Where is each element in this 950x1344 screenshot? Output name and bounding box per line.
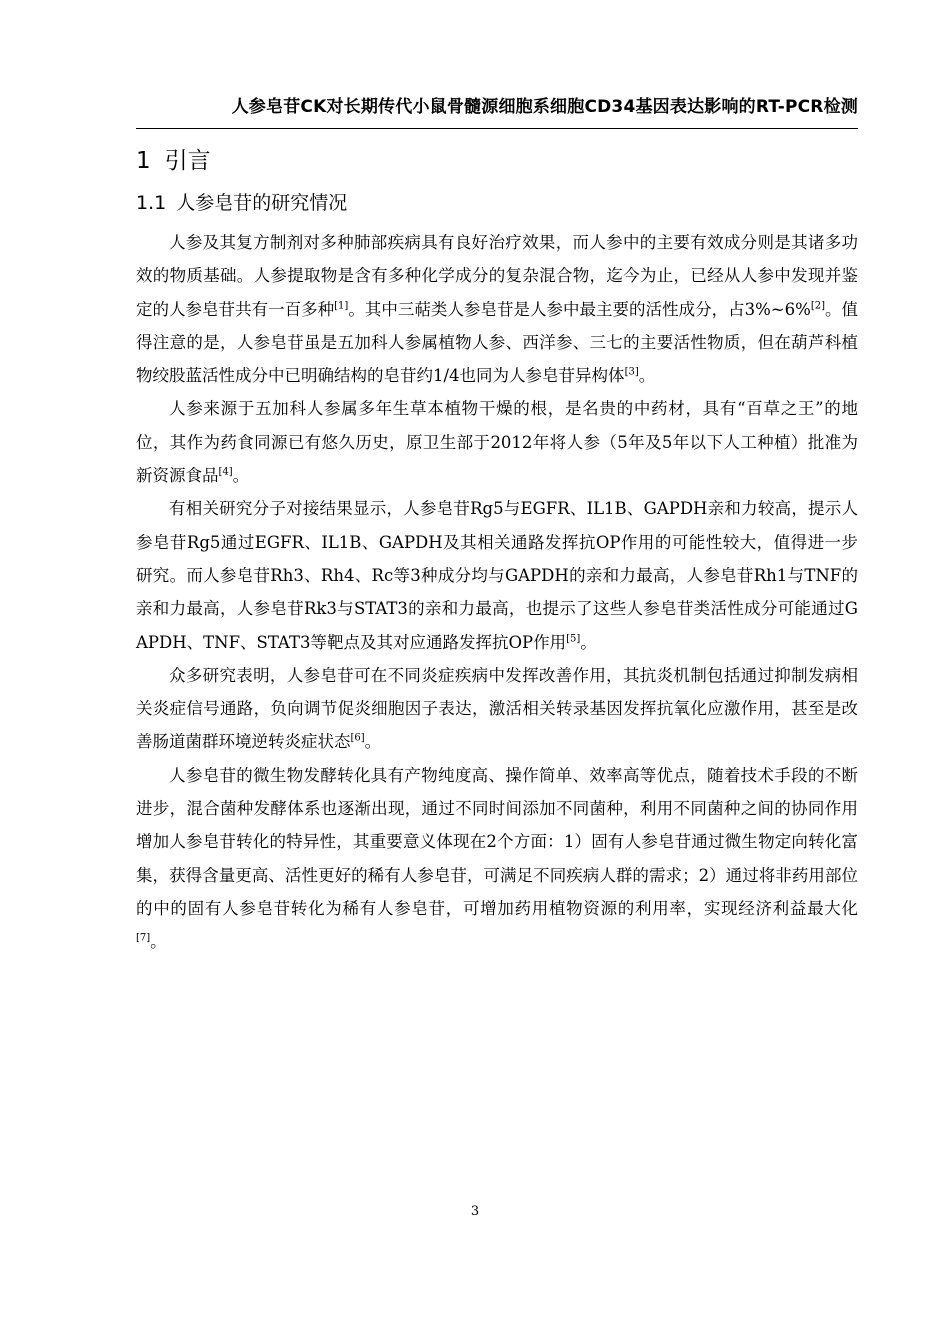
citation-ref: [7] — [136, 932, 151, 944]
paragraph-text: 人参及其复方制剂对多种肺部疾病具有良好治疗效果，而人参中的主要有效成分则是其诸多功效的物质基础。人参提取物是含有多种化学成分的复杂混合物，迄今为止，已经从人参中发现并鉴定的人参皂苷共有一百多种 — [136, 233, 858, 319]
citation-ref: [1] — [334, 300, 349, 312]
paragraph-text: 人参来源于五加科人参属多年生草本植物干燥的根，是名贵的中药材，具有“百草之王”的地位，其作为药食同源已有悠久历史，原卫生部于2012年将人参（5年及5年以下人工种植）批准为新资源食品 — [136, 399, 858, 486]
citation-ref: [3] — [624, 366, 639, 378]
subsection-title: 人参皂苷的研究情况 — [176, 192, 348, 214]
paragraph-2 — [136, 392, 858, 492]
paragraph-text: 。 — [364, 732, 382, 752]
paragraph-text: 。值得注意的是，人参皂苷虽是五加科人参属植物人参、西洋参、三七的主要活性物质，但在葫芦科植物绞股蓝活性成分中已明确结构的皂苷约1/4也同为人参皂苷异构体 — [136, 299, 859, 386]
running-header: 人参皂苷CK对长期传代小鼠骨髓源细胞系细胞CD34基因表达影响的RT-PCR检测 — [231, 97, 858, 117]
paragraph-text: 。 — [150, 932, 167, 952]
paragraph-text: 。 — [580, 632, 597, 652]
paragraph-5 — [136, 759, 858, 959]
paragraph-text: 。 — [232, 466, 250, 486]
body-text — [136, 226, 858, 959]
page-number: 3 — [470, 1204, 480, 1219]
paragraph-text: 有相关研究分子对接结果显示，人参皂苷Rg5与EGFR、IL1B、GAPDH亲和力较高，提示人参皂苷Rg5通过EGFR、IL1B、GAPDH及其相关通路发挥抗OP作用的可能性较大，值得进一步研究。而人参皂苷Rh3、Rh4、Rc等3种成分均与GAPDH的亲和力最高，人参皂苷Rh1与TNF的亲和力最高，人参皂苷Rk3与STAT3的亲和力最高，也提示了这些人参皂苷类活性成分可能通过GAPDH、TNF、STAT3等靶点及其对应通路发挥抗OP作用 — [136, 499, 858, 652]
citation-ref: [5] — [566, 633, 581, 645]
subsection-heading — [136, 188, 347, 215]
paragraph-text: 众多研究表明，人参皂苷可在不同炎症疾病中发挥改善作用，其抗炎机制包括通过抑制发病相关炎症信号通路，负向调节促炎细胞因子表达，激活相关转录基因发挥抗氧化应激作用，甚至是改善肠道菌群环境逆转炎症状态 — [136, 665, 858, 752]
paragraph-1 — [136, 226, 858, 392]
section-heading — [136, 142, 211, 175]
paragraph-3 — [136, 492, 858, 658]
citation-ref: [4] — [218, 466, 233, 478]
header-rule — [136, 128, 858, 129]
subsection-number: 1.1 — [136, 192, 167, 214]
citation-ref: [6] — [350, 732, 365, 744]
section-number: 1 — [136, 148, 151, 174]
paragraph-4 — [136, 659, 858, 759]
section-title: 引言 — [164, 148, 211, 174]
paragraph-text: 。 — [638, 366, 656, 386]
paragraph-text: 人参皂苷的微生物发酵转化具有产物纯度高、操作简单、效率高等优点，随着技术手段的不断进步，混合菌种发酵体系也逐渐出现，通过不同时间添加不同菌种，利用不同菌种之间的协同作用增加人参皂苷转化的特异性，其重要意义体现在2个方面：1）固有人参皂苷通过微生物定向转化富集，获得含量更高、活性更好的稀有人参皂苷，可满足不同疾病人群的需求；2）通过将非药用部位的中的固有人参皂苷转化为稀有人参皂苷，可增加药用植物资源的利用率，实现经济利益最大化 — [136, 765, 858, 918]
paragraph-text: 。其中三萜类人参皂苷是人参中最主要的活性成分，占3%~6% — [348, 299, 811, 319]
citation-ref: [2] — [810, 300, 825, 312]
